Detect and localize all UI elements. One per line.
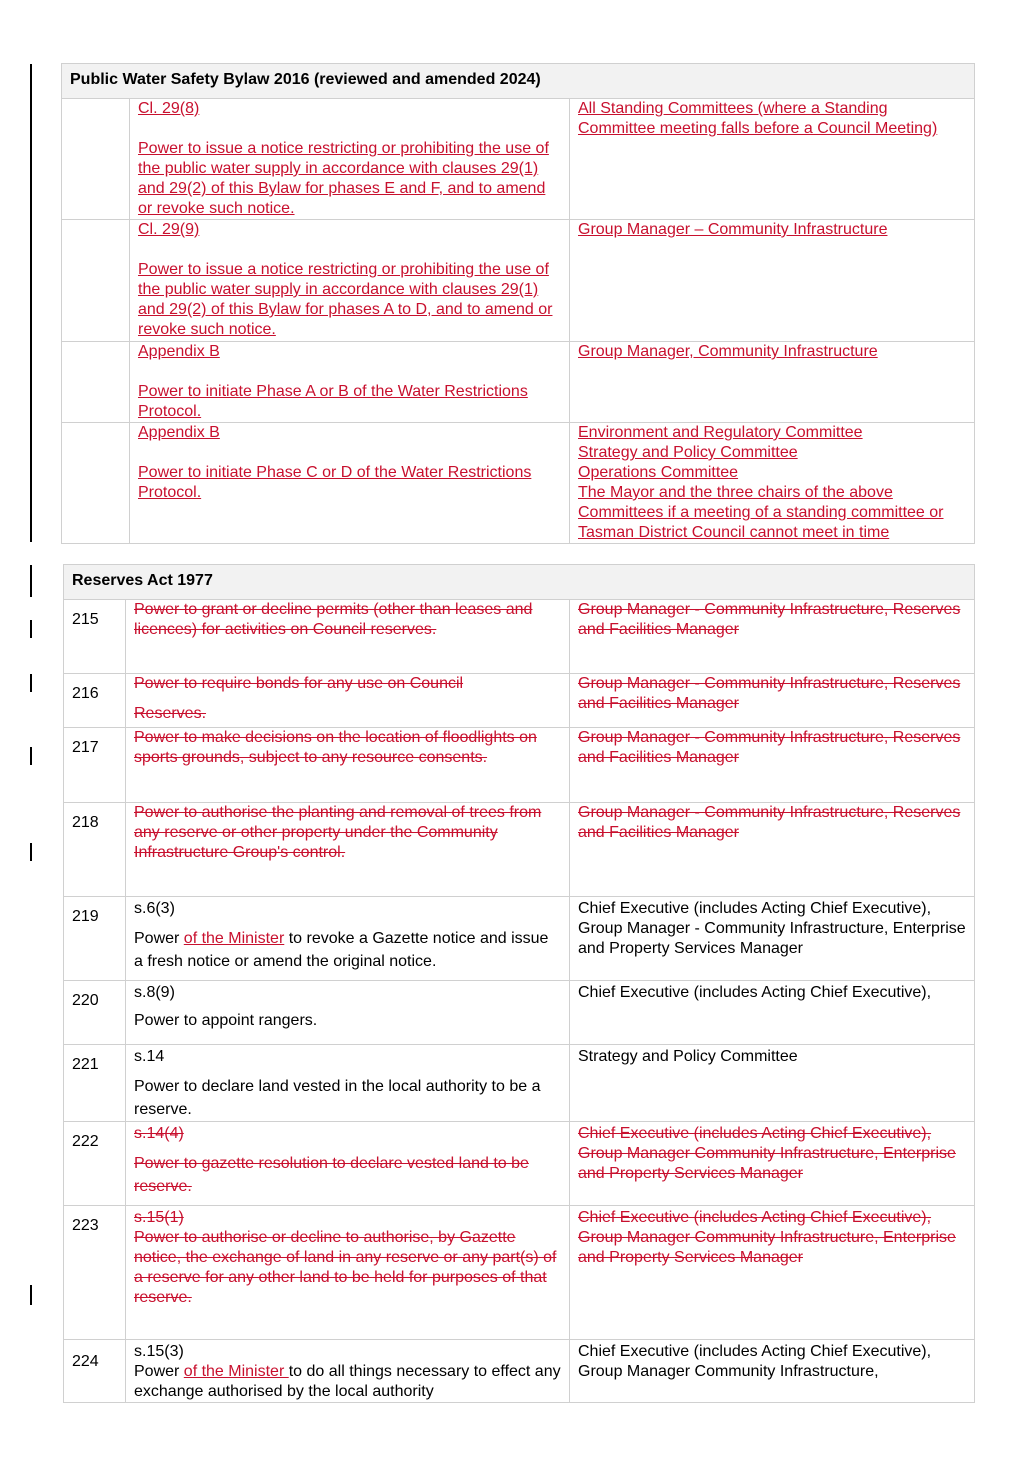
power-text: Power to initiate Phase A or B of the Water Restrictions Protocol. bbox=[138, 383, 528, 420]
delegate-text: Group Manager – Community Infrastructure bbox=[578, 221, 888, 238]
section-ref: s.15(3) bbox=[134, 1343, 184, 1360]
change-bar bbox=[30, 64, 32, 542]
delegate-text: Group Manager Community Infrastructure, bbox=[578, 1363, 879, 1380]
delegate-text: Group Manager - Community Infrastructure, Reserves and Facilities Manager bbox=[578, 729, 961, 766]
delegate-text: All Standing Committees (where a Standing Committee meeting falls before a Council Meeting) bbox=[578, 100, 938, 137]
power-text: Power to issue a notice restricting or prohibiting the use of the public water supply in accordance with clauses 29(1) and 29(2) of this Bylaw for phases E and F, and to amend or revoke such notice. bbox=[138, 140, 549, 217]
row-number: 215 bbox=[64, 600, 126, 674]
change-bar bbox=[30, 1285, 32, 1305]
table-row bbox=[64, 1340, 975, 1403]
row-number: 221 bbox=[64, 1045, 126, 1122]
power-text: Power to make decisions on the location of floodlights on sports grounds, subject to any resource consents. bbox=[134, 729, 537, 766]
section-ref: s.14 bbox=[134, 1048, 165, 1065]
row-number: 224 bbox=[64, 1340, 126, 1403]
row-number: 220 bbox=[64, 981, 126, 1045]
delegate-text: Environment and Regulatory Committee bbox=[578, 424, 863, 441]
power-text: Power to authorise or decline to authorise, by Gazette notice, the exchange of land in any reserve or any part(s) of a reserve for any other land to be held for purposes of that reserve. bbox=[134, 1229, 557, 1306]
delegate-text: The Mayor and the three chairs of the above Committees if a meeting of a standing committee or Tasman District Council cannot meet in time bbox=[578, 484, 944, 541]
power-text: Power of the Minister to do all things necessary to effect any exchange authorised by the local authority bbox=[134, 1363, 561, 1400]
delegate-text: Group Manager Community Infrastructure, Enterprise and Property Services Manager bbox=[578, 1229, 956, 1266]
power-text: Power to declare land vested in the local authority to be a reserve. bbox=[134, 1078, 541, 1118]
delegate-text: Chief Executive (includes Acting Chief Executive), bbox=[578, 1209, 932, 1226]
power-text: Power to issue a notice restricting or prohibiting the use of the public water supply in accordance with clauses 29(1) and 29(2) of this Bylaw for phases A to D, and to amend or revoke such notice. bbox=[138, 261, 553, 338]
change-bar bbox=[30, 674, 32, 692]
table-row bbox=[62, 342, 975, 423]
water-bylaw-table bbox=[61, 63, 975, 544]
table-row bbox=[62, 423, 975, 544]
row-number: 219 bbox=[64, 897, 126, 981]
change-bar bbox=[30, 747, 32, 765]
delegate-text: Group Manager - Community Infrastructure, Reserves and Facilities Manager bbox=[578, 804, 961, 841]
delegate-text: Group Manager - Community Infrastructure, Enterprise and Property Services Manager bbox=[578, 920, 966, 957]
clause-ref: Appendix B bbox=[138, 343, 220, 360]
delegate-text: Strategy and Policy Committee bbox=[578, 1048, 798, 1065]
delegate-text: Group Manager - Community Infrastructure, Reserves and Facilities Manager bbox=[578, 675, 961, 712]
table-row bbox=[64, 897, 975, 981]
power-text: Power to appoint rangers. bbox=[134, 1012, 318, 1029]
power-text: Power to authorise the planting and removal of trees from any reserve or other property under the Community Infrastructure Group's control. bbox=[134, 804, 542, 861]
delegate-text: Operations Committee bbox=[578, 464, 739, 481]
change-bar bbox=[30, 565, 32, 597]
delegate-text: Chief Executive (includes Acting Chief Executive), bbox=[578, 900, 932, 917]
row-number: 223 bbox=[64, 1206, 126, 1340]
power-text: Power to gazette resolution to declare vested land to be reserve. bbox=[134, 1155, 529, 1195]
delegate-text: Group Manager - Community Infrastructure, Reserves and Facilities Manager bbox=[578, 601, 961, 638]
table-row bbox=[64, 803, 975, 897]
table-row bbox=[62, 99, 975, 220]
section-ref: s.14(4) bbox=[134, 1125, 184, 1142]
clause-ref: Cl. 29(8) bbox=[138, 100, 200, 117]
delegate-text: Chief Executive (includes Acting Chief Executive), bbox=[578, 1125, 932, 1142]
power-text: Power to require bonds for any use on Council bbox=[134, 675, 464, 692]
delegate-text: Strategy and Policy Committee bbox=[578, 444, 798, 461]
table-row bbox=[64, 1206, 975, 1340]
delegate-text: Group Manager, Community Infrastructure bbox=[578, 343, 878, 360]
row-number: 222 bbox=[64, 1122, 126, 1206]
table-heading: Reserves Act 1977 bbox=[64, 565, 975, 600]
table-row bbox=[64, 1122, 975, 1206]
reserves-act-table bbox=[63, 564, 975, 1403]
section-ref: s.8(9) bbox=[134, 984, 175, 1001]
row-number: 217 bbox=[64, 728, 126, 803]
table-row bbox=[64, 600, 975, 674]
table-row bbox=[64, 1045, 975, 1122]
section-ref: s.15(1) bbox=[134, 1209, 184, 1226]
table-row bbox=[64, 674, 975, 728]
power-text: Power to initiate Phase C or D of the Water Restrictions Protocol. bbox=[138, 464, 532, 501]
row-number: 216 bbox=[64, 674, 126, 728]
clause-ref: Appendix B bbox=[138, 424, 220, 441]
clause-ref: Cl. 29(9) bbox=[138, 221, 200, 238]
section-ref: s.6(3) bbox=[134, 900, 175, 917]
change-bar bbox=[30, 843, 32, 861]
delegate-text: Group Manager Community Infrastructure, Enterprise and Property Services Manager bbox=[578, 1145, 956, 1182]
table-row bbox=[64, 981, 975, 1045]
table-row bbox=[62, 220, 975, 342]
delegate-text: Chief Executive (includes Acting Chief Executive), bbox=[578, 1343, 932, 1360]
power-text: Power of the Minister to revoke a Gazette notice and issue a fresh notice or amend the original notice. bbox=[134, 930, 549, 970]
table-heading: Public Water Safety Bylaw 2016 (reviewed and amended 2024) bbox=[62, 64, 975, 99]
change-bar bbox=[30, 620, 32, 638]
power-text: Reserves. bbox=[134, 705, 207, 722]
row-number: 218 bbox=[64, 803, 126, 897]
delegate-text: Chief Executive (includes Acting Chief Executive), bbox=[578, 984, 932, 1001]
power-text: Power to grant or decline permits (other than leases and licences) for activities on Council reserves. bbox=[134, 601, 533, 638]
table-row bbox=[64, 728, 975, 803]
